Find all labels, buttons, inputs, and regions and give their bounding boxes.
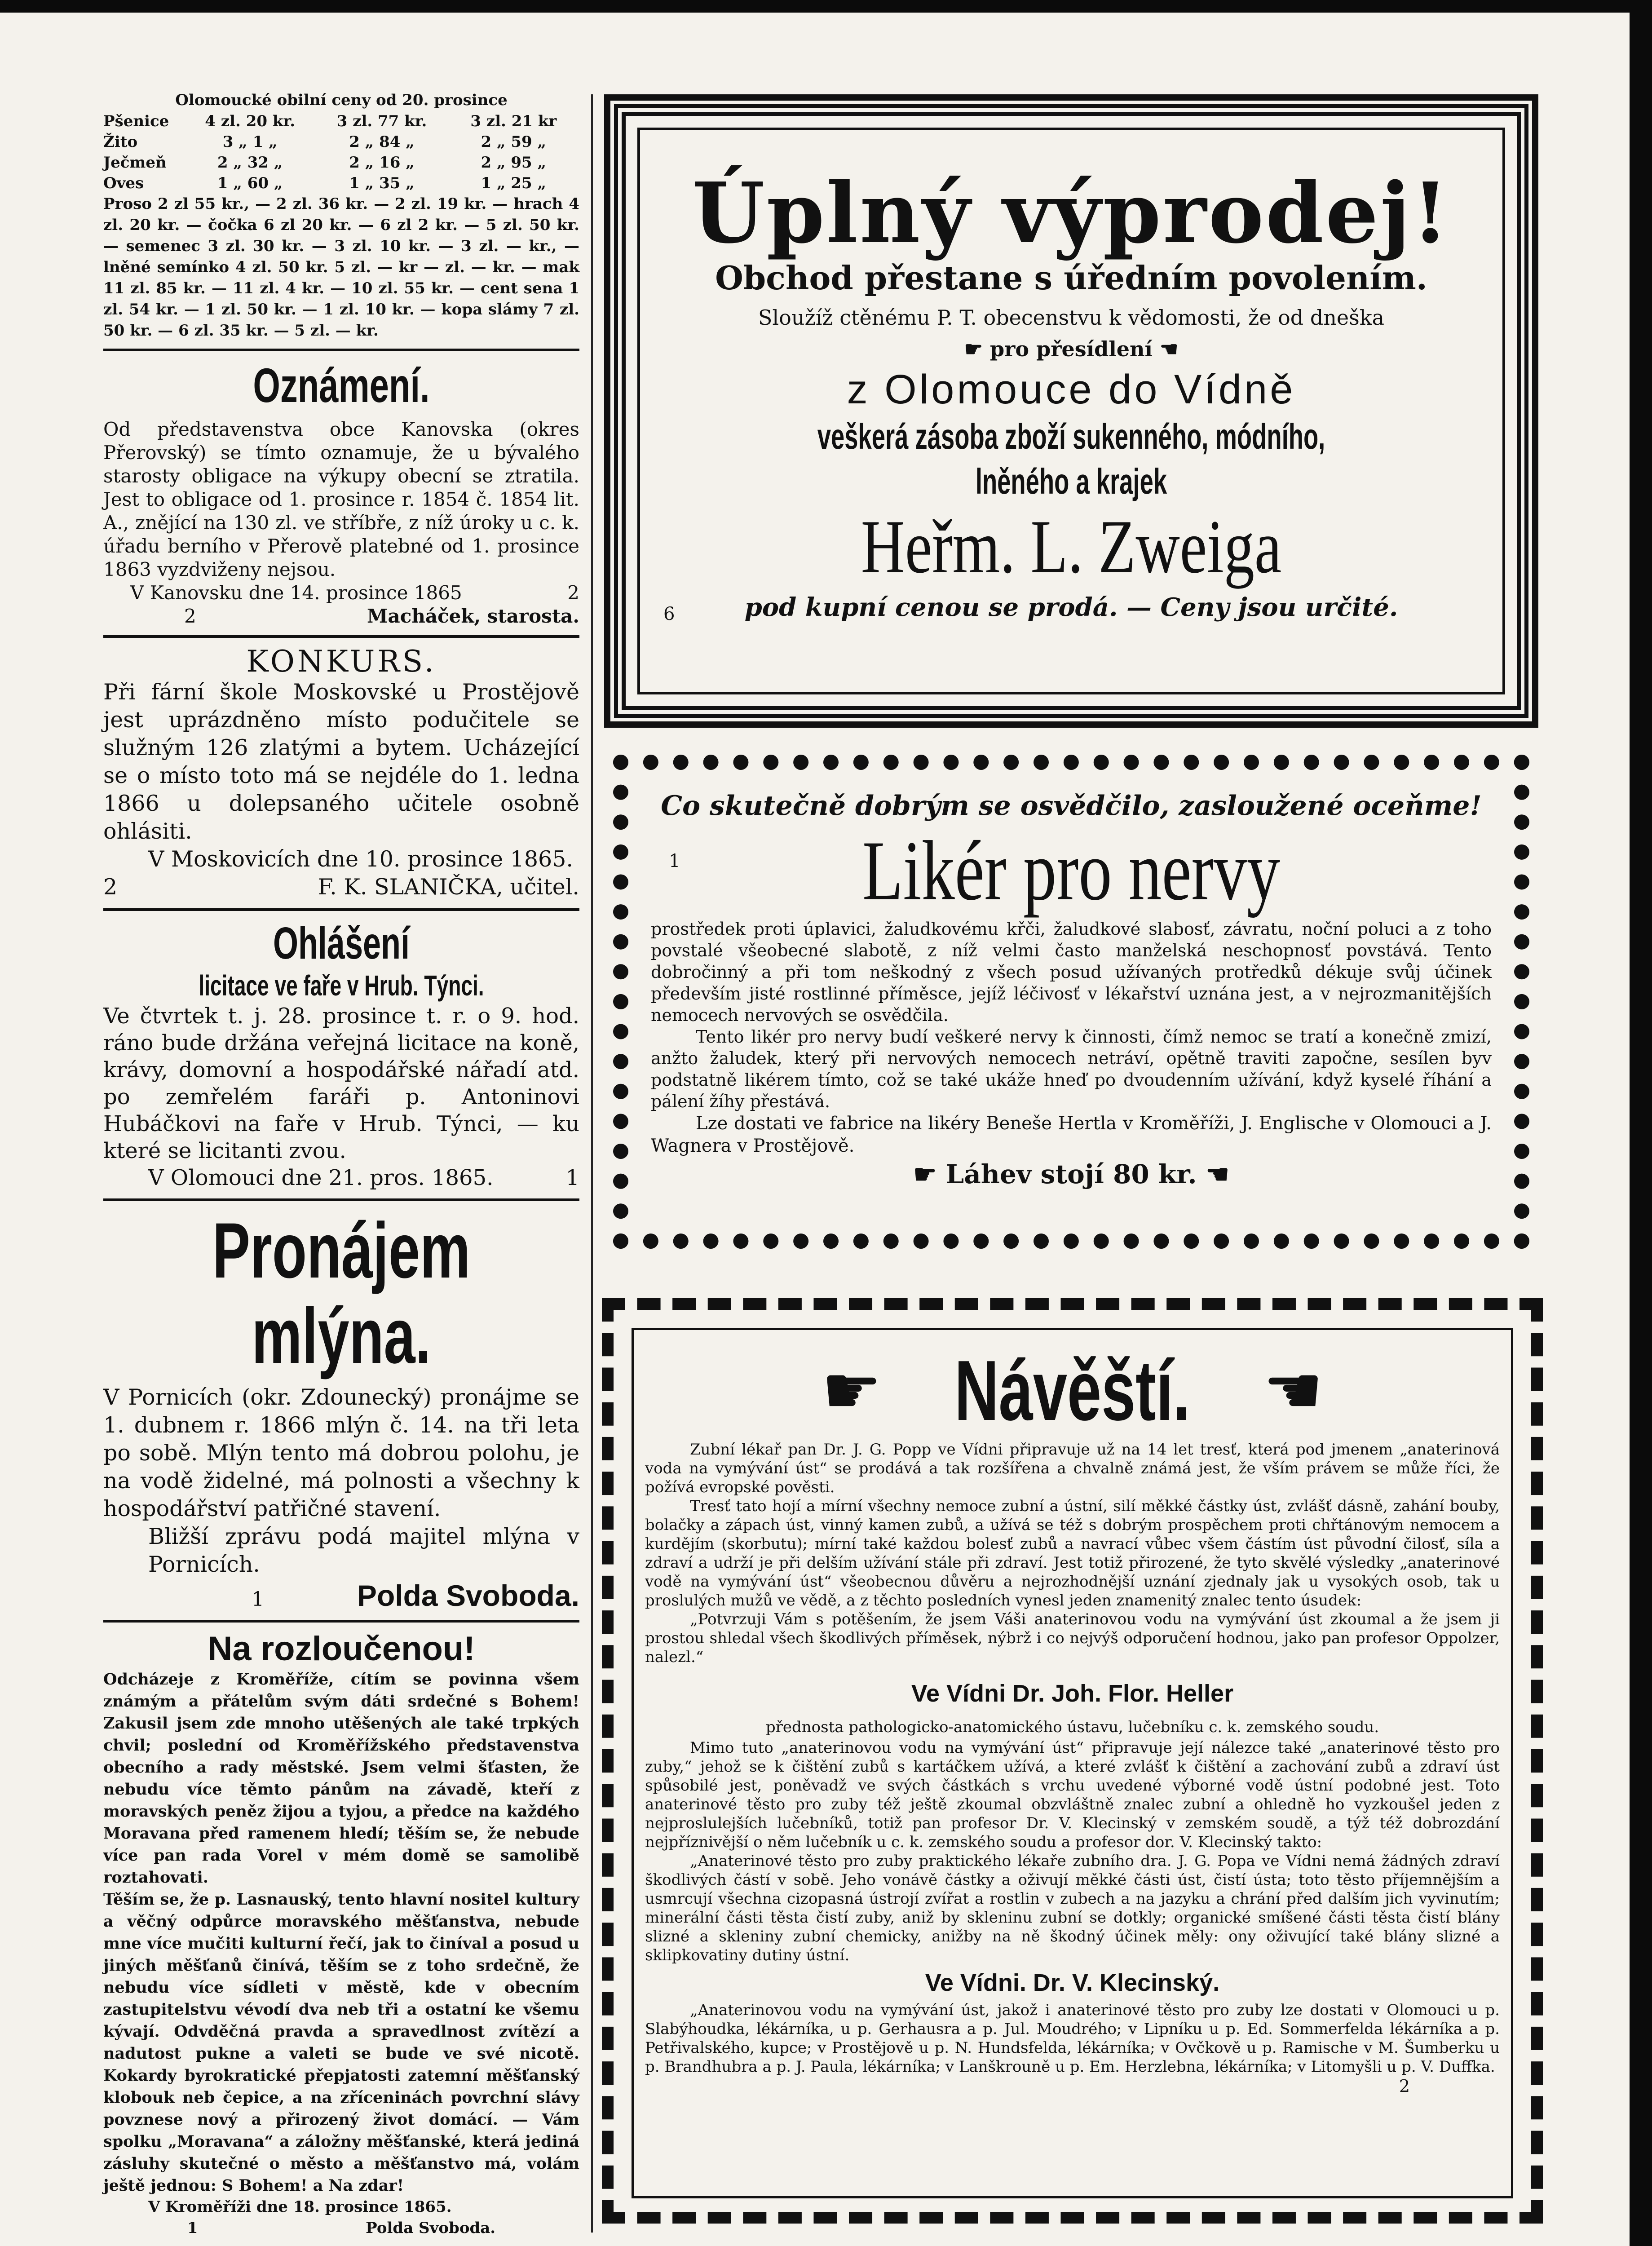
konkurs-sign-row bbox=[103, 873, 579, 901]
hand-pointer-right-icon: ☛ bbox=[964, 337, 983, 361]
rozlouceni-sign-row bbox=[103, 2218, 579, 2239]
rozlouceni-text2: Těším se, že p. Lasnauský, tento hlavní nositel kultury a věčný odpůrce moravského měšťanstva, nebude mne více mučiti kulturní řečí, jak to činíval a posud u jiných měšťanů činívá, těším se z toho srdečně, že nebudu více sídleti v městě, kde v obecním zastupitelstvu vévodí dva neb tři a ostatní ke všemu kývají. Odvděčná pravda a spravedlnost zvítězí a nadutost pukne a valeti se bude ve své nicotě. Kokardy byrokratické přepjatosti zatemní měšťanský klobouk neb čepice, a na zříceninách povrchní slávy povznese nový a přirozený život domácí. — Vám spolku „Moravana“ a záložny měšťanské, která jediná zásluhy skutečné o město a měšťanstvo má, volám ještě jednou: S Bohem! a Na zdar! bbox=[103, 1890, 579, 2195]
rule bbox=[103, 349, 579, 351]
price-value: 2 „ 32 „ bbox=[217, 154, 283, 172]
rozlouceni-text: Odcházeje z Kroměříže, cítím se povinna všem známým a přátelům svým dáti srdečné s Bohem! Zakusil jsem zde mnoho utěšených ale také trpkých chvil; poslední od Kroměřížského představenstva obecního a rady městské. Jsem velmi šťasten, že nebudu více těmto pánům na závadě, kteří z moravských peněz žijou a tyjou, a předce na každého Moravana před ramenem hledí; těším se, že nebude více pan rada Vorel v mém domě se samolibě roztahovati. bbox=[103, 1670, 579, 1887]
vyprodej-line3: z Olomouce do Vídně bbox=[847, 367, 1296, 412]
price-value: 2 „ 84 „ bbox=[349, 133, 415, 151]
price-value: 1 „ 25 „ bbox=[481, 174, 547, 192]
prices-table bbox=[103, 111, 579, 194]
rozlouceni-title: Na rozloučenou! bbox=[208, 1630, 475, 1668]
price-value: 1 „ 60 „ bbox=[217, 174, 283, 192]
oznameni-date: V Kanovsku dne 14. prosince 1865 bbox=[130, 582, 462, 604]
prices-text: Proso 2 zl 55 kr., — 2 zl. 36 kr. — 2 zl. 19 kr. — hrach 4 zl. 20 kr. — čočka 6 zl 20 kr. — 6 zl 2 kr. — 5 zl. 50 kr. — semenec 3 zl. 30 kr. — 3 zl. 10 kr. — 3 zl. — kr., — lněné semínko 4 zl. 50 kr. 5 zl. — kr — zl. — kr. — mak 11 zl. 85 kr. — 11 zl. 4 kr. — 10 zl. 55 kr. — cent sena 1 zl. 54 kr. — 1 zl. 50 kr. — 1 zl. 10 kr. — kopa slámy 7 zl. 50 kr. — 6 zl. 35 kr. — 5 zl. — kr. bbox=[103, 195, 579, 340]
liker-title: Likér pro nervy bbox=[862, 824, 1281, 918]
vyprodej-line4: veškerá zásoba zboží sukenného, módního, lněného a krajek bbox=[817, 416, 1325, 501]
navesti-p4: Mimo tuto „anaterinovou vodu na vymývání úst“ připravuje její nálezce také „anaterinové těsto pro zuby,“ jehož se k čištění zubů s kartáčkem užívá, a které zvlášť k čištění a zachování zubů a zdraví úst spůsobilé jest, poněvadž ve svých částkách s vrchu uvedené výborné vodě ústní podobné jest. Toto anaterinové těsto pro zuby též ještě zkoumal obzvláštně znalec zubní a ohledně ho vyzkoušel jeden z nejproslulejších lučebníků, totiž pan profesor Dr. V. Klecinský v zemském soudě, a týž též dobrozdání nejpříznivější o něm lučebník u c. k. zemského soudu a profesor dor. V. Klecinský takto: bbox=[645, 1739, 1500, 1851]
rozlouceni-mark: 1 bbox=[187, 2219, 198, 2237]
price-value: 2 „ 95 „ bbox=[481, 154, 547, 172]
hand-pointer-right-icon: ☛ bbox=[821, 1352, 882, 1430]
oznameni-sign: Macháček, starosta. bbox=[367, 605, 579, 627]
mlyn-sign: Polda Svoboda. bbox=[357, 1579, 579, 1612]
vyprodej-title: Úplný výprodej! bbox=[692, 164, 1450, 262]
hand-pointer-left-icon: ☚ bbox=[1160, 337, 1179, 361]
price-value: 3 zl. 21 kr bbox=[470, 112, 557, 130]
mlyn-sign-row bbox=[103, 1578, 579, 1613]
navesti-p5: „Anaterinové těsto pro zuby praktického lékaře zubního dra. J. G. Popa ve Vídni nemá žádných zdraví škodlivých částí v sobě. Jeho vonávě částky a oživují měkké části úst, čistí ústa; toto těsto příjemnějším a usmrcují všechna cizopasná ústrojí zvířat a rostlin v zubech a na jazyku a chrání před dalším jich vyvinutím; minerální části těsta čistí zuby, aniž by skleninu zubní se dotkly; organické smíšené části těsta čistí blány slizné a skleniny zubní chemicky, anižby na ně škodný účinek měly: ony oživující také blány slizné a sklipkovatiny dutiny ústní. bbox=[645, 1852, 1500, 1964]
navesti-mark: 2 bbox=[1399, 2076, 1410, 2096]
price-row bbox=[103, 173, 579, 194]
hand-pointer-right-icon: ☛ bbox=[913, 1159, 937, 1189]
rozlouceni-date: V Kroměříži dne 18. prosince 1865. bbox=[148, 2198, 452, 2216]
mlyn-title: Pronájem mlýna. bbox=[212, 1207, 471, 1380]
konkurs-text: Při fární škole Moskovské u Prostějově jest uprázdněno místo podučitele se služným 126 zlatými a bytem. Ucházející se o místo toto má se nejdéle do 1. ledna 1866 u dolepsaného učitele osobně ohlásiti. bbox=[103, 679, 579, 844]
navesti-content bbox=[645, 1341, 1500, 2096]
vyprodej-name: Heřm. L. Zweiga bbox=[861, 504, 1282, 589]
price-commodity: Oves bbox=[103, 174, 144, 192]
prices-title: Olomoucké obilní ceny od 20. prosince bbox=[175, 91, 508, 109]
vyprodej-line2-row bbox=[655, 333, 1487, 365]
oznameni-footer bbox=[103, 581, 579, 605]
price-value: 2 „ 16 „ bbox=[349, 154, 415, 172]
navesti-h2: Ve Vídni. Dr. V. Klecinský. bbox=[925, 1969, 1220, 1996]
liker-mark: 1 bbox=[669, 851, 680, 871]
liker-title-row bbox=[651, 824, 1492, 918]
vyprodej-ad bbox=[604, 94, 1538, 728]
navesti-h1sub: přednosta pathologicko-anatomického ústavu, lučebníku c. k. zemského soudu. bbox=[765, 1718, 1379, 1736]
price-row bbox=[103, 152, 579, 173]
liker-text3: Lze dostati ve fabrice na likéry Beneše Hertla v Kroměříži, J. Englische v Olomouci a J. Wagnera v Prostějově. bbox=[651, 1113, 1492, 1156]
vyprodej-subtitle: Obchod přestane s úředním povolením. bbox=[715, 259, 1427, 297]
mlyn-mark: 1 bbox=[252, 1588, 264, 1611]
price-value: 4 zl. 20 kr. bbox=[205, 112, 296, 130]
rule bbox=[103, 635, 579, 638]
ohlaseni-title: Ohlášení bbox=[273, 918, 410, 968]
rule bbox=[103, 908, 579, 911]
oznameni-title: Oznámení. bbox=[253, 358, 430, 412]
top-edge bbox=[0, 0, 1652, 13]
oznameni-mark2: 2 bbox=[184, 605, 196, 627]
oznameni-sign-row bbox=[103, 605, 579, 628]
price-commodity: Ječmeň bbox=[103, 154, 167, 172]
rule bbox=[103, 1620, 579, 1623]
navesti-p1: Zubní lékař pan Dr. J. G. Popp ve Vídni připravuje už na 14 let tresť, která pod jmenem „anaterinová voda na vymývání úst“ se prodává a tak rozšířena a chvalně známá jest, že vším právem se může říci, že požívá evropské pověsti. bbox=[645, 1441, 1500, 1496]
oznameni-mark: 2 bbox=[567, 582, 579, 604]
navesti-p2: Tresť tato hojí a mírní všechny nemoce zubní a ústní, silí měkké částky úst, zvlášť dásně, zahání bouby, bolačky a zápach úst, vinný kamen zubů, a užívá se též s dobrým prospěchem proti chřtánovým nemocem a kurdějím (skorbutu); mírní také každou bolesť zubů a navrací vůbec všem částím úst původní čilosť, síla a zdraví a udrží je při delším užívání stále při zdraví. Jest totiž přirozené, že tyto skvělé výsledky „anaterinové vodě na vymývání úst“ všeobecnou důvěru a nejrozhodnější uznání zjednaly jak u vysokých osob, tak u proslulých mužů ve vědě, a z těchto posledních vynesl jeden znamenitý znalec tento úsudek: bbox=[645, 1497, 1500, 1609]
liker-price: Láhev stojí 80 kr. bbox=[945, 1159, 1197, 1189]
column-divider bbox=[591, 94, 593, 2233]
price-row bbox=[103, 111, 579, 132]
oznameni-text: Od představenstva obce Kanovska (okres Přerovský) se tímto oznamuje, že u bývalého starosty obligace na výkupy obecní se ztratila. Jest to obligace od 1. prosince r. 1854 č. 1854 lit. A., znějící na 130 zl. ve stříbře, z níž úroky u c. k. úřadu berního v Přerově platebné od 1. prosince 1863 vyzdviženy nejsou. bbox=[103, 418, 579, 580]
hand-pointer-left-icon: ☚ bbox=[1206, 1159, 1229, 1189]
rule bbox=[103, 1198, 579, 1201]
ohlaseni-text: Ve čtvrtek t. j. 28. prosince t. r. o 9. hod. ráno bude držána veřejná licitace na koně, krávy, domovní a hospodářské nářadí atd. po zemřelém faráři p. Antoninovi Hubáčkovi na faře v Hrub. Týnci, — ku které se licitanti zvou. bbox=[103, 1004, 579, 1163]
price-commodity: Pšenice bbox=[103, 112, 169, 130]
navesti-p6: „Anaterinovou vodu na vymývání úst, jakož i anaterinové těsto pro zuby lze dostati v Olomouci u p. Slabýhoudka, lékárníka, u p. Gerhausra a p. Jul. Moudrého; v Lipníku u p. Ed. Sommerfelda lékárníka a p. Petřivalského, kupce; v Prostějově u p. N. Hundsfelda, lékárníka; v Ovčkově u p. Ramische v M. Šumberku u p. Brandhubra a p. J. Paula, lékárníka; v Lanškrouně u p. Em. Herzlebna, lékárníka; v Litomyšli u p. V. Duffka. bbox=[645, 2001, 1500, 2076]
mlyn-text2: Bližší zprávu podá majitel mlýna v Pornicích. bbox=[148, 1524, 579, 1577]
price-value: 3 zl. 77 kr. bbox=[336, 112, 427, 130]
left-column bbox=[103, 90, 579, 2239]
liker-ad bbox=[613, 755, 1529, 1249]
vyprodej-line5: pod kupní cenou se prodá. — Ceny jsou určité. bbox=[744, 592, 1398, 622]
price-value: 2 „ 59 „ bbox=[481, 133, 547, 151]
vyprodej-line1: Sloužíž ctěnému P. T. obecenstvu k vědomosti, že od dneška bbox=[758, 305, 1385, 330]
liker-motto: Co skutečně dobrým se osvědčilo, zasloužené oceňme! bbox=[661, 790, 1482, 822]
liker-price-row bbox=[651, 1157, 1492, 1191]
vyprodej-content bbox=[655, 164, 1487, 625]
vyprodej-mark: 6 bbox=[663, 604, 675, 624]
konkurs-sign: F. K. SLANIČKA, učitel. bbox=[318, 874, 579, 900]
ohlaseni-date: V Olomouci dne 21. pros. 1865. bbox=[148, 1165, 494, 1190]
konkurs-mark: 2 bbox=[103, 874, 118, 900]
mlyn-text: V Pornicích (okr. Zdounecký) pronájme se 1. dubnem r. 1866 mlýn č. 14. na tři leta po sobě. Mlýn tento má dobrou polohu, je na vodě židelné, má polnosti a všechny k hospodářství patřičné stavení. bbox=[103, 1384, 579, 1521]
ohlaseni-subtitle: licitace ve faře v Hrub. Týnci. bbox=[199, 969, 484, 1002]
price-row bbox=[103, 132, 579, 152]
vyprodej-line2: pro přesídlení bbox=[990, 337, 1153, 361]
price-value: 3 „ 1 „ bbox=[222, 133, 278, 151]
navesti-ad bbox=[602, 1298, 1543, 2224]
ohlaseni-mark: 1 bbox=[565, 1165, 579, 1190]
navesti-h1: Ve Vídni Dr. Joh. Flor. Heller bbox=[911, 1680, 1234, 1707]
konkurs-date: V Moskovicích dne 10. prosince 1865. bbox=[148, 846, 573, 872]
price-value: 1 „ 35 „ bbox=[349, 174, 415, 192]
right-edge bbox=[1630, 0, 1652, 2246]
price-commodity: Žito bbox=[103, 133, 138, 151]
ohlaseni-footer bbox=[103, 1164, 579, 1191]
liker-content bbox=[651, 788, 1492, 1191]
liker-text: prostředek proti úplavici, žaludkovému křči, žaludkové slabosť, závratu, noční poluci a z toho povstalé všeobecné slabotě, z níž velmi často manželská neschopnosť povstává. Tento dobročinný a při tom neškodný z všech posud užívaných protředků dékuje svůj účinek především jisté rostlinné příměsce, jejíž léčivosť v lékařství uznána jest, a v nejrozmanitějších nemocech nervových se osvědčila. bbox=[651, 919, 1492, 1025]
liker-text2: Tento likér pro nervy budí veškeré nervy k činnosti, čímž nemoc se tratí a konečně zmizí, anžto žaludek, který při nervových nemocech netráví, opětně traviti započne, sesílen byv podstatně likérem tímto, což se také ukáže hneď po dvoudenním užívání, když kyselé říhání a pálení žíhy přestává. bbox=[651, 1027, 1492, 1111]
navesti-title-row bbox=[645, 1341, 1500, 1440]
hand-pointer-left-icon: ☚ bbox=[1263, 1352, 1324, 1430]
navesti-p3: „Potvrzuji Vám s potěšením, že jsem Váši anaterinovou vodu na vymývání úst zkoumal a že jsem ji prostou shledal všech škodlivých příměsek, nýbrž i co nejvýš odporučení hodnou, jako pan profesor Oppolzer, nalezl.“ bbox=[645, 1610, 1500, 1666]
konkurs-title: KONKURS. bbox=[246, 644, 437, 679]
rozlouceni-sign: Polda Svoboda. bbox=[366, 2219, 496, 2237]
navesti-title: Návěští. bbox=[954, 1343, 1190, 1438]
